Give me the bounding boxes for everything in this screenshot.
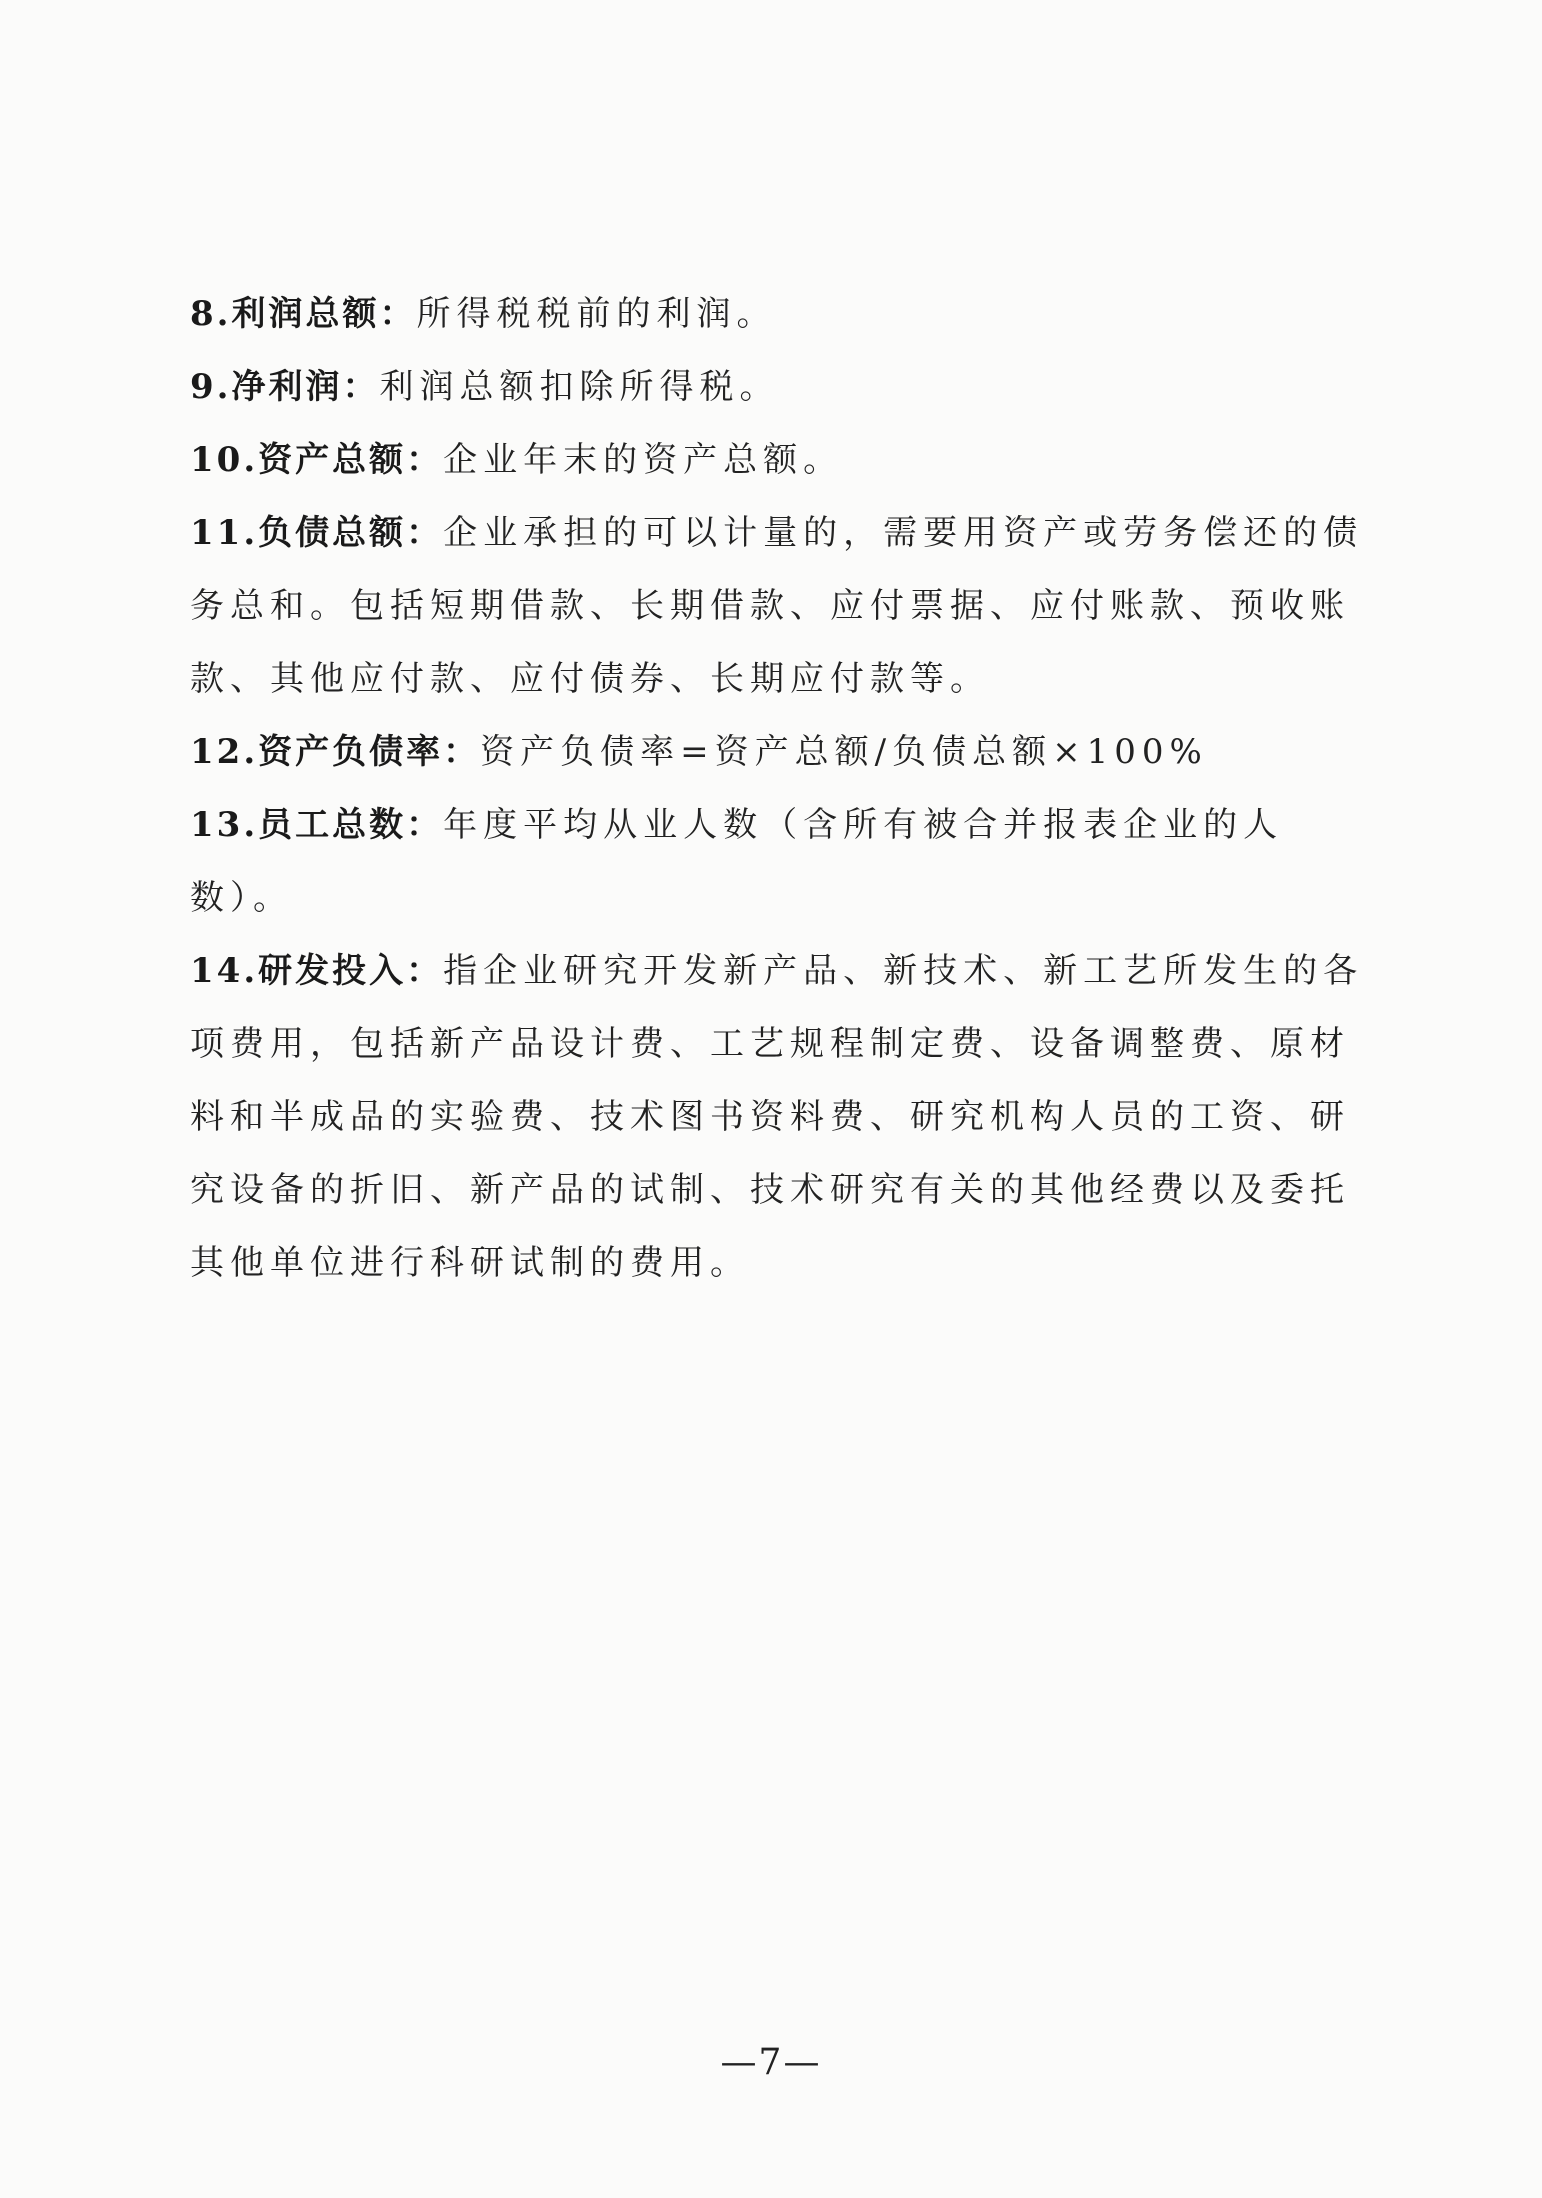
definition-text: 企业年末的资产总额。 xyxy=(443,440,844,480)
definition-text: 年度平均从业人数（含所有被合并报表企业的人数）。 xyxy=(190,805,1284,918)
definition-item-total-assets xyxy=(190,424,1365,497)
definition-item-profit-total xyxy=(190,278,1365,351)
definition-item-debt-ratio xyxy=(190,716,1365,789)
definition-term: 14.研发投入： xyxy=(190,951,444,991)
definition-text: 指企业研究开发新产品、新技术、新工艺所发生的各项费用，包括新产品设计费、工艺规程制定费、设备调整费、原材料和半成品的实验费、技术图书资料费、研究机构人员的工资、研究设备的折旧、新产品的试制、技术研究有关的其他经费以及委托其他单位进行科研试制的费用。 xyxy=(190,951,1364,1283)
definition-item-net-profit xyxy=(190,351,1365,424)
definition-term: 11.负债总额： xyxy=(190,513,444,553)
definition-term: 10.资产总额： xyxy=(190,440,444,480)
page-number: —7— xyxy=(720,2042,822,2083)
definition-text: 企业承担的可以计量的，需要用资产或劳务偿还的债务总和。包括短期借款、长期借款、应付票据、应付账款、预收账款、其他应付款、应付债券、长期应付款等。 xyxy=(190,513,1364,699)
definition-text: 利润总额扣除所得税。 xyxy=(379,367,780,407)
definition-term: 9.净利润： xyxy=(190,367,380,407)
definition-item-employee-count xyxy=(190,789,1365,935)
definition-text: 所得税税前的利润。 xyxy=(416,294,777,334)
definition-term: 13.员工总数： xyxy=(190,805,444,845)
definition-item-rd-investment xyxy=(190,935,1365,1300)
definition-term: 8.利润总额： xyxy=(190,294,417,334)
definition-term: 12.资产负债率： xyxy=(190,732,481,772)
definition-item-total-liabilities xyxy=(190,497,1365,716)
definitions-list xyxy=(190,278,1365,1300)
definition-text: 资产负债率=资产总额/负债总额×100% xyxy=(480,732,1208,772)
